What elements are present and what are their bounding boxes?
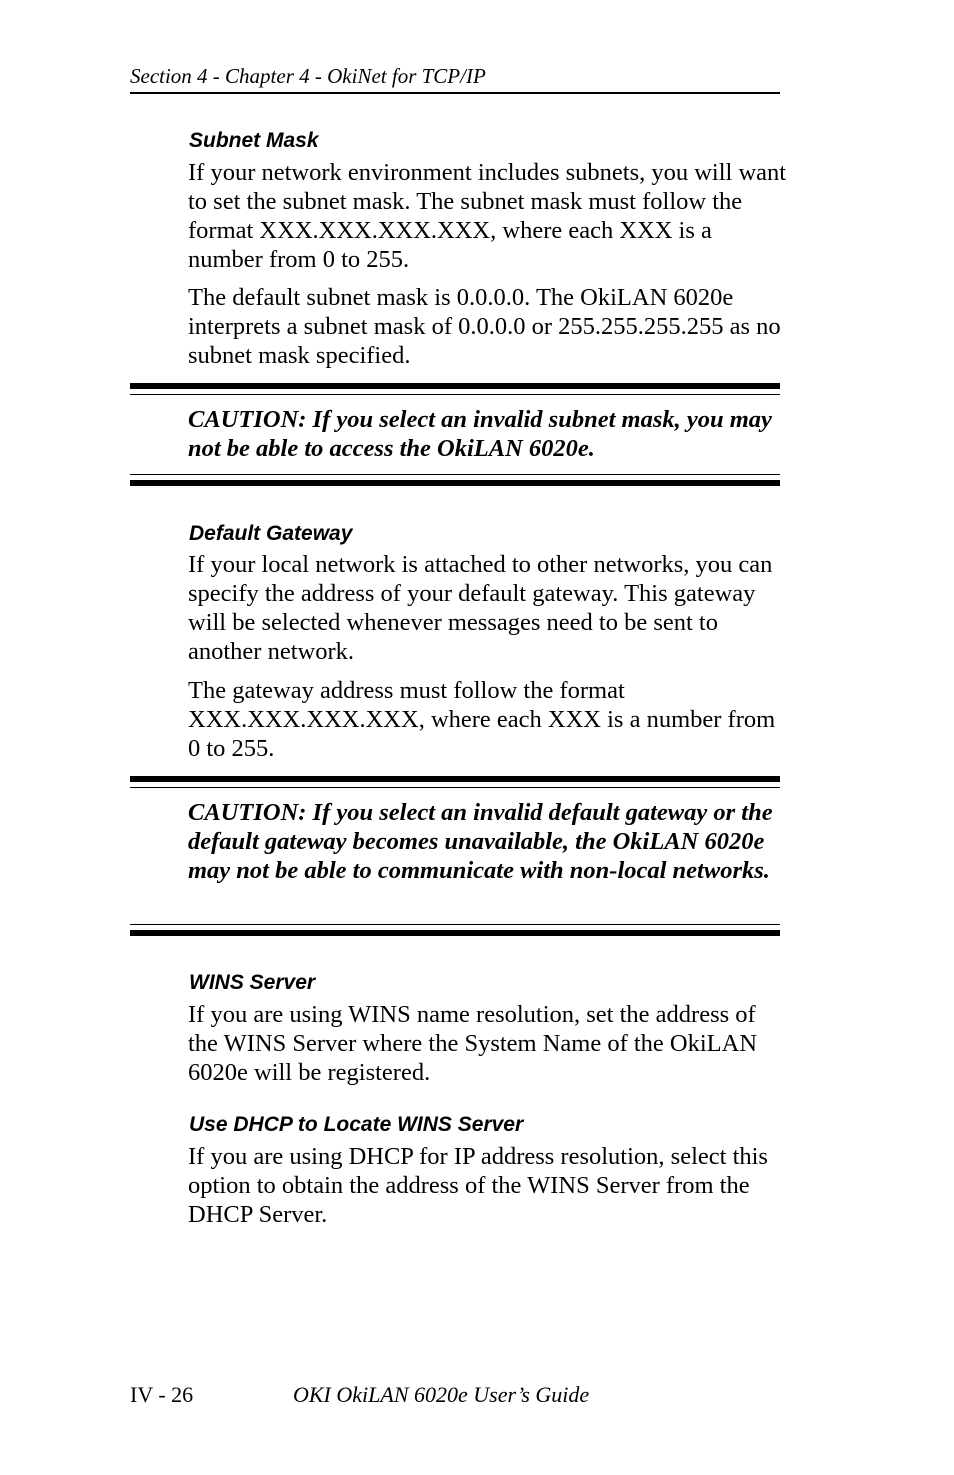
default-gateway-heading: Default Gateway bbox=[189, 522, 353, 545]
caution-bottom-thin-rule bbox=[130, 474, 780, 475]
running-head: Section 4 - Chapter 4 - OkiNet for TCP/IP bbox=[130, 62, 780, 94]
caution-top-thin-rule bbox=[130, 787, 780, 788]
subnet-mask-paragraph-1: If your network environment includes subnets, you will want to set the subnet mask. The subnet mask must follow the format XXX.XXX.XXX.XXX, where each XXX is a number from 0 to 255. bbox=[188, 159, 787, 273]
dhcp-wins-heading: Use DHCP to Locate WINS Server bbox=[189, 1113, 524, 1136]
caution-top-thin-rule bbox=[130, 394, 780, 395]
subnet-mask-paragraph-2: The default subnet mask is 0.0.0.0. The OkiLAN 6020e interprets a subnet mask of 0.0.0.0 or 255.255.255.255 as no subnet mask specified. bbox=[188, 284, 781, 369]
subnet-mask-caution: CAUTION: If you select an invalid subnet mask, you may not be able to access the OkiLAN 6020e. bbox=[188, 406, 772, 462]
caution-bottom-thick-rule bbox=[130, 930, 780, 936]
page-number: IV - 26 bbox=[130, 1382, 194, 1407]
guide-title: OKI OkiLAN 6020e User’s Guide bbox=[293, 1382, 590, 1407]
caution-top-thick-rule bbox=[130, 776, 780, 782]
subnet-mask-heading: Subnet Mask bbox=[189, 129, 319, 152]
caution-top-thick-rule bbox=[130, 383, 780, 389]
caution-bottom-thin-rule bbox=[130, 924, 780, 925]
default-gateway-caution: CAUTION: If you select an invalid default gateway or the default gateway becomes unavailable, the OkiLAN 6020e may not be able to communicate with non-local networks. bbox=[188, 799, 773, 884]
default-gateway-paragraph-1: If your local network is attached to other networks, you can specify the address of your default gateway. This gateway will be selected whenever messages need to be sent to another network. bbox=[188, 551, 773, 665]
dhcp-wins-paragraph: If you are using DHCP for IP address resolution, select this option to obtain the address of the WINS Server from the DHCP Server. bbox=[188, 1143, 768, 1228]
default-gateway-paragraph-2: The gateway address must follow the format XXX.XXX.XXX.XXX, where each XXX is a number from 0 to 255. bbox=[188, 677, 776, 762]
wins-server-paragraph: If you are using WINS name resolution, set the address of the WINS Server where the System Name of the OkiLAN 6020e will be registered. bbox=[188, 1001, 758, 1086]
caution-bottom-thick-rule bbox=[130, 480, 780, 486]
wins-server-heading: WINS Server bbox=[189, 971, 316, 994]
